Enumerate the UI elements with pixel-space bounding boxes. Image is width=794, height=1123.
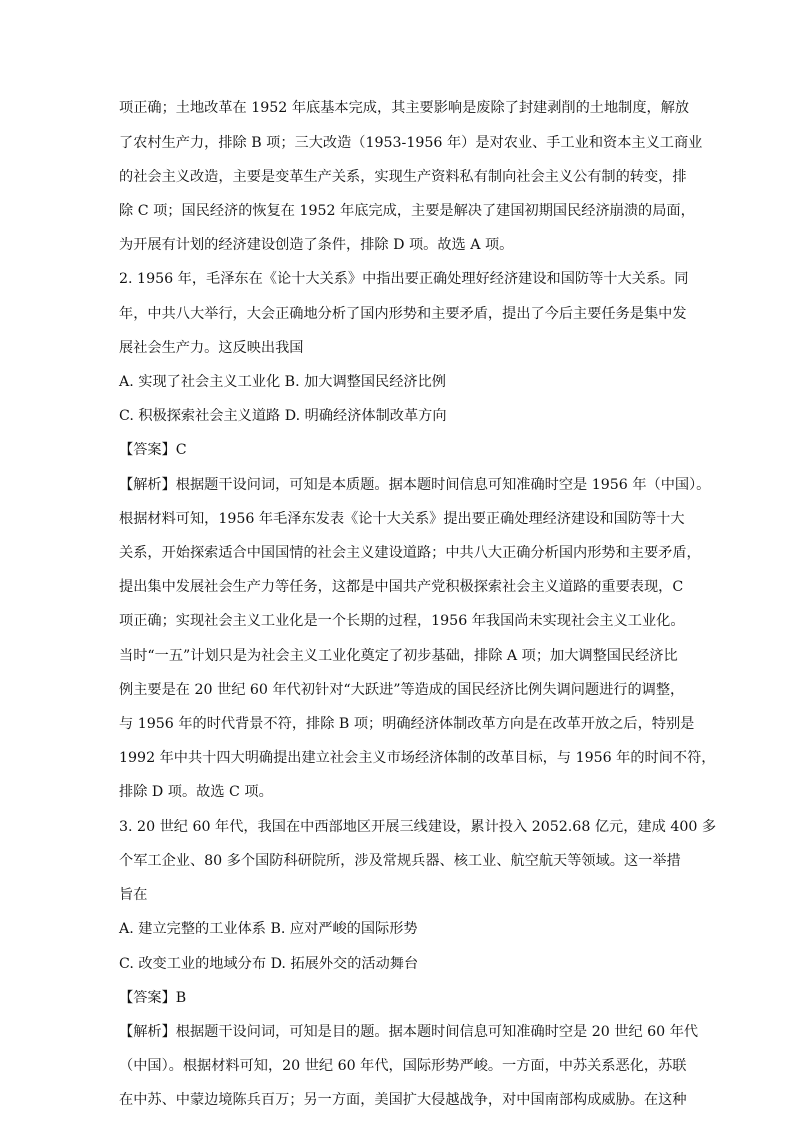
text-line: 【答案】C [119,442,187,458]
text-line: 除 C 项；国民经济的恢复在 1952 年底完成，主要是解决了建国初期国民经济崩溃的局面， [119,203,695,219]
text-line: C. 积极探索社会主义道路 D. 明确经济体制改革方向 [119,408,447,424]
text-line: 旨在 [119,887,148,903]
text-line: 关系，开始探索适合中国国情的社会主义建设道路；中共八大正确分析国内形势和主要矛盾， [119,545,701,561]
text-line: （中国）。根据材料可知，20 世纪 60 年代，国际形势严峻。一方面，中苏关系恶化，苏联 [119,1058,687,1074]
text-line: 的社会主义改造，主要是变革生产关系，实现生产资料私有制向社会主义公有制的转变，排 [119,169,687,185]
text-line: 年，中共八大举行，大会正确地分析了国内形势和主要矛盾，提出了今后主要任务是集中发 [119,306,687,322]
text-line: 在中苏、中蒙边境陈兵百万；另一方面，美国扩大侵越战争，对中国南部构成威胁。在这种 [119,1092,687,1108]
text-line: 【答案】B [119,990,187,1006]
text-line: 当时“一五”计划只是为社会主义工业化奠定了初步基础，排除 A 项；加大调整国民经济比 [119,648,678,664]
text-line: 例主要是在 20 世纪 60 年代初针对“大跃进”等造成的国民经济比例失调问题进行的调整， [119,682,685,698]
text-line: A. 建立完整的工业体系 B. 应对严峻的国际形势 [119,921,418,937]
text-line: 展社会生产力。这反映出我国 [119,340,304,356]
text-line: 排除 D 项。故选 C 项。 [119,784,273,800]
text-line: 根据材料可知，1956 年毛泽东发表《论十大关系》提出要正确处理经济建设和国防等十大 [119,511,685,527]
text-line: 项正确；实现社会主义工业化是一个长期的过程，1956 年我国尚未实现社会主义工业化。 [119,613,685,629]
text-line: 【解析】根据题干设问词，可知是目的题。据本题时间信息可知准确时空是 20 世纪 60 年代 [119,1024,699,1040]
text-line: 为开展有计划的经济建设创造了条件，排除 D 项。故选 A 项。 [119,237,514,253]
text-line: 提出集中发展社会生产力等任务，这都是中国共产党积极探索社会主义道路的重要表现，C [119,579,684,595]
text-line: A. 实现了社会主义工业化 B. 加大调整国民经济比例 [119,374,446,390]
text-line: 2. 1956 年，毛泽东在《论十大关系》中指出要正确处理好经济建设和国防等十大关系。同 [119,271,689,287]
text-line: 【解析】根据题干设问词，可知是本质题。据本题时间信息可知准确时空是 1956 年（中国）。 [119,477,711,493]
text-line: 个军工企业、80 多个国防科研院所，涉及常规兵器、核工业、航空航天等领域。这一举措 [119,853,681,869]
text-line: C. 改变工业的地域分布 D. 拓展外交的活动舞台 [119,956,419,972]
text-line: 项正确；土地改革在 1952 年底基本完成，其主要影响是废除了封建剥削的土地制度，解放 [119,100,690,116]
text-line: 了农村生产力，排除 B 项；三大改造（1953-1956 年）是对农业、手工业和资本主义工商业 [119,135,703,151]
text-line: 与 1956 年的时代背景不符，排除 B 项；明确经济体制改革方向是在改革开放之后，特别是 [119,716,695,732]
text-line: 3. 20 世纪 60 年代，我国在中西部地区开展三线建设，累计投入 2052.68 亿元，建成 400 多 [119,819,717,835]
text-line: 1992 年中共十四大明确提出建立社会主义市场经济体制的改革目标，与 1956 年的时间不符， [119,750,716,766]
